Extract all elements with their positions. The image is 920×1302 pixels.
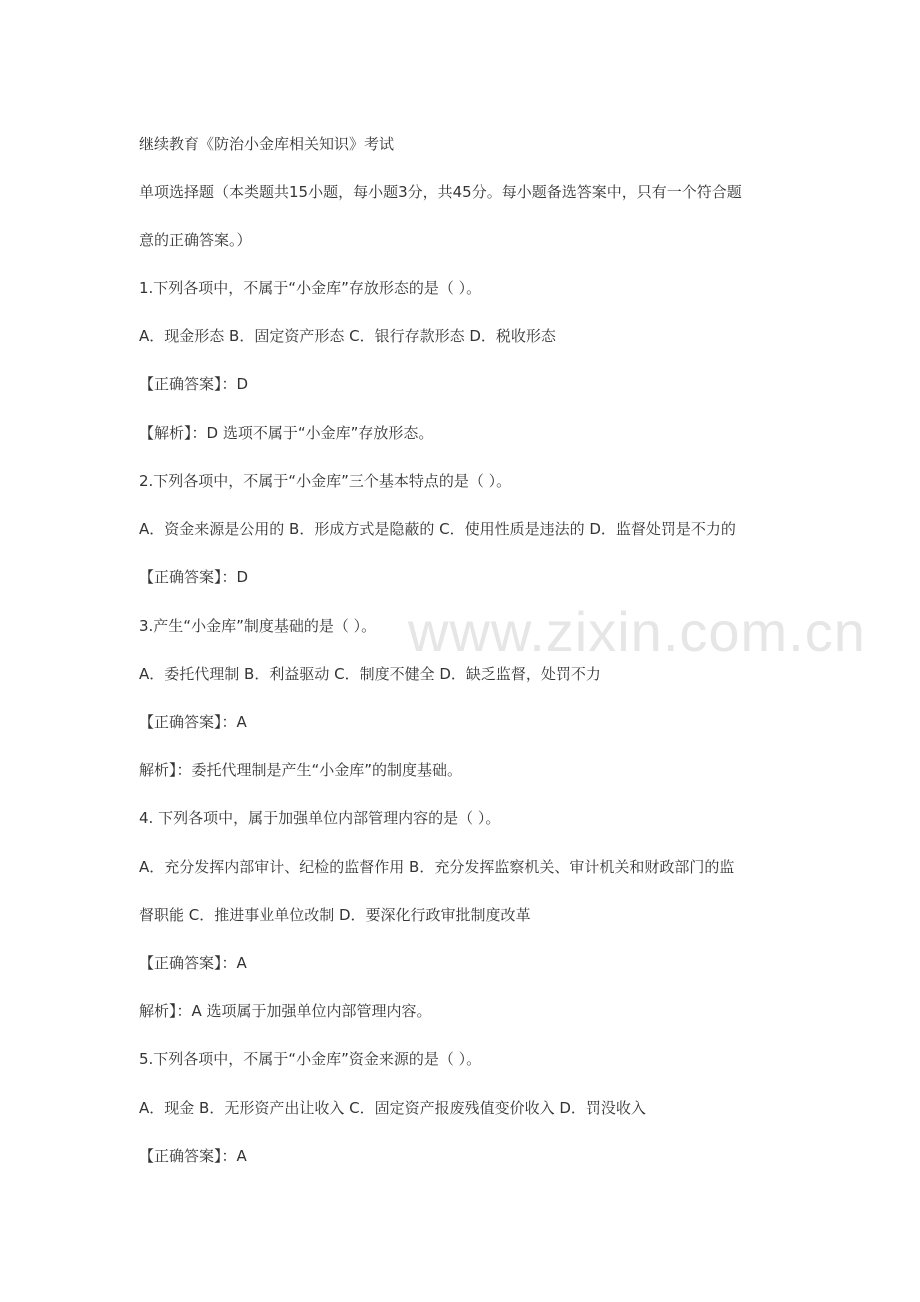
question-3-explanation: 解析】：委托代理制是产生“小金库”的制度基础。 (139, 761, 463, 779)
question-1-options: A．现金形态 B．固定资产形态 C．银行存款形态 D．税收形态 (139, 327, 556, 345)
question-2: 2.下列各项中，不属于“小金库”三个基本特点的是（ ）。 (139, 472, 512, 490)
question-4-explanation: 解析】：A 选项属于加强单位内部管理内容。 (139, 1002, 432, 1020)
section-instruction-line-2: 意的正确答案。） (139, 231, 252, 249)
question-5-options: A．现金 B．无形资产出让收入 C．固定资产报废残值变价收入 D．罚没收入 (139, 1099, 646, 1117)
question-4: 4. 下列各项中，属于加强单位内部管理内容的是（ ）。 (139, 809, 501, 827)
question-5-answer: 【正确答案】：A (139, 1147, 247, 1165)
document-title: 继续教育《防治小金库相关知识》考试 (139, 135, 395, 153)
section-instruction-line-1: 单项选择题（本类题共15小题，每小题3分，共45分。每小题备选答案中，只有一个符合题 (139, 183, 742, 201)
question-1-answer: 【正确答案】：D (139, 375, 249, 393)
question-5: 5.下列各项中，不属于“小金库”资金来源的是（ ）。 (139, 1050, 482, 1068)
question-4-options-line-2: 督职能 C．推进事业单位改制 D．要深化行政审批制度改革 (139, 906, 531, 924)
question-3-answer: 【正确答案】：A (139, 713, 247, 731)
question-3-options: A．委托代理制 B．利益驱动 C．制度不健全 D．缺乏监督，处罚不力 (139, 665, 601, 683)
question-4-answer: 【正确答案】：A (139, 954, 247, 972)
question-2-options: A．资金来源是公用的 B．形成方式是隐蔽的 C．使用性质是违法的 D．监督处罚是不力的 (139, 520, 736, 538)
question-3: 3.产生“小金库”制度基础的是（ ）。 (139, 617, 377, 635)
question-1: 1.下列各项中，不属于“小金库”存放形态的是（ ）。 (139, 279, 482, 297)
question-2-answer: 【正确答案】：D (139, 568, 249, 586)
watermark-text: www.zixin.com.cn (408, 600, 866, 663)
question-1-explanation: 【解析】：D 选项不属于“小金库”存放形态。 (139, 424, 434, 442)
question-4-options-line-1: A．充分发挥内部审计、纪检的监督作用 B．充分发挥监察机关、审计机关和财政部门的监 (139, 858, 735, 876)
